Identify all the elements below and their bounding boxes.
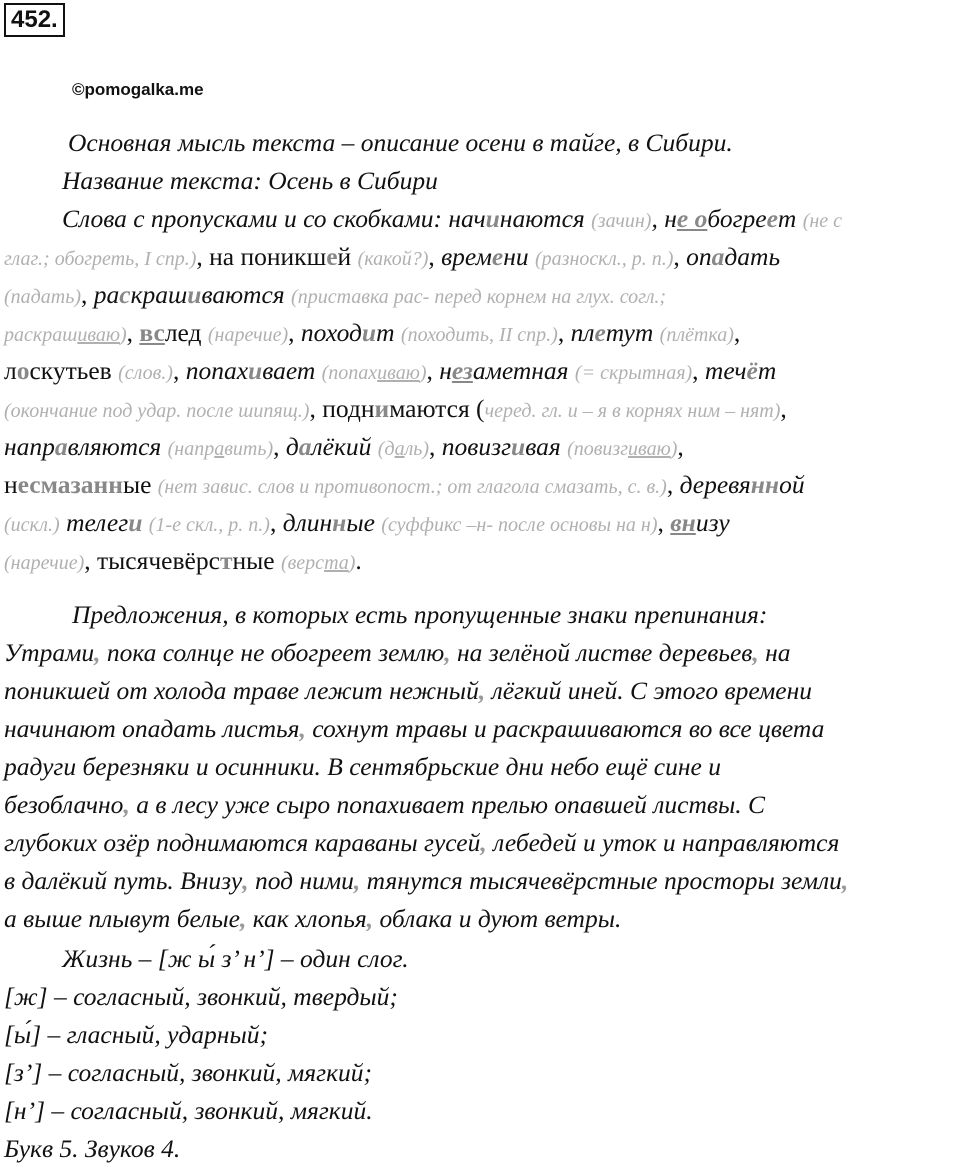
word-note: (суффикс –н- после основы на н) bbox=[381, 514, 658, 536]
words-line-6: (окончание под удар. после шипящ.), поднимаются (черед. гл. и – я в корнях ним – нят), bbox=[4, 394, 787, 423]
words-line-8: несмазанные (нет завис. слов и противопост.; от глагола смазать, с. в.), деревянной bbox=[4, 470, 805, 499]
copyright-label: ©pomogalka.me bbox=[72, 80, 204, 99]
word-note: (нет завис. слов и противопост.; от глагола смазать, с. в.) bbox=[157, 476, 667, 498]
punct-line: глубоких озёр поднимаются караваны гусей, лебедей и уток и направляются bbox=[4, 828, 840, 857]
word-note: (наречие) bbox=[207, 324, 289, 346]
word-note: (1-е скл., р. п.) bbox=[148, 514, 270, 536]
word-note: (искл.) bbox=[4, 514, 60, 536]
phonetic-line: [з’] – согласный, звонкий, мягкий; bbox=[4, 1058, 373, 1087]
punct-intro: Предложения, в которых есть пропущенные знаки препинания: bbox=[72, 600, 768, 629]
word-note: (какой?) bbox=[357, 248, 429, 270]
word-note: (наречие) bbox=[4, 552, 85, 574]
words-line-9: (искл.) телеги (1-е скл., р. п.), длинные (суффикс –н- после основы на н), внизу bbox=[4, 508, 730, 537]
punct-line: Утрами, пока солнце не обогреет землю, на зелёной листве деревьев, на bbox=[4, 638, 791, 667]
words-line-1: Слова с пропусками и со скобками: начинаются (зачин), не обогреет (не с bbox=[62, 204, 843, 233]
phonetic-line: [ж] – согласный, звонкий, твердый; bbox=[4, 982, 398, 1011]
words-line-5: лоскутьев (слов.), попахивает (попахиваю), незаметная (= скрытная), течёт bbox=[4, 356, 777, 385]
exercise-number: 452. bbox=[4, 3, 65, 37]
words-line-3: (падать), раскрашиваются (приставка рас- перед корнем на глух. согл.; bbox=[4, 280, 667, 309]
words-line-2: глаг.; обогреть, I спр.), на поникшей (какой?), времени (разноскл., р. п.), опадать bbox=[4, 242, 781, 271]
punct-line: начинают опадать листья, сохнут травы и раскрашиваются во все цвета bbox=[4, 714, 825, 743]
punct-line: поникшей от холода траве лежит нежный, лёгкий иней. С этого времени bbox=[4, 676, 813, 705]
title-line: Название текста: Осень в Сибири bbox=[62, 166, 438, 195]
main-idea: Основная мысль текста – описание осени в тайге, в Сибири. bbox=[68, 128, 733, 157]
phonetic-line: [н’] – согласный, звонкий, мягкий. bbox=[4, 1096, 373, 1125]
word-note: (падать) bbox=[4, 286, 81, 308]
punct-line: а выше плывут белые, как хлопья, облака и дуют ветры. bbox=[4, 904, 622, 933]
phonetic-title: Жизнь – [ж ы́ з’ н’] – один слог. bbox=[62, 944, 409, 973]
words-intro: Слова с пропусками и со скобками: bbox=[62, 204, 442, 233]
words-line-7: направляются (направить), далёкий (даль), повизгивая (повизгиваю), bbox=[4, 432, 684, 461]
words-line-4: раскрашиваю), вслед (наречие), походит (походить, II спр.), плетут (плётка), bbox=[4, 318, 741, 347]
phonetic-line: [ы́] – гласный, ударный; bbox=[4, 1020, 268, 1049]
words-line-10: (наречие), тысячевёрстные (верста). bbox=[4, 546, 362, 575]
word-note: (= скрытная) bbox=[574, 362, 693, 384]
word-note: (походить, II спр.) bbox=[400, 324, 558, 346]
word-note: (слов.) bbox=[118, 362, 173, 384]
word-note: (окончание под удар. после шипящ.) bbox=[4, 400, 310, 422]
punct-line: радуги березняки и осинники. В сентябрьские дни небо ещё сине и bbox=[4, 752, 721, 781]
word-note: (разноскл., р. п.) bbox=[535, 248, 674, 270]
word-note: (плётка) bbox=[659, 324, 734, 346]
word-note: (зачин) bbox=[591, 210, 652, 232]
punct-line: в далёкий путь. Внизу, под ними, тянутся тысячевёрстные просторы земли, bbox=[4, 866, 849, 895]
punct-line: безоблачно, а в лесу уже сыро попахивает прелью опавшей листвы. С bbox=[4, 790, 766, 819]
letters-sounds-count: Букв 5. Звуков 4. bbox=[4, 1134, 181, 1163]
